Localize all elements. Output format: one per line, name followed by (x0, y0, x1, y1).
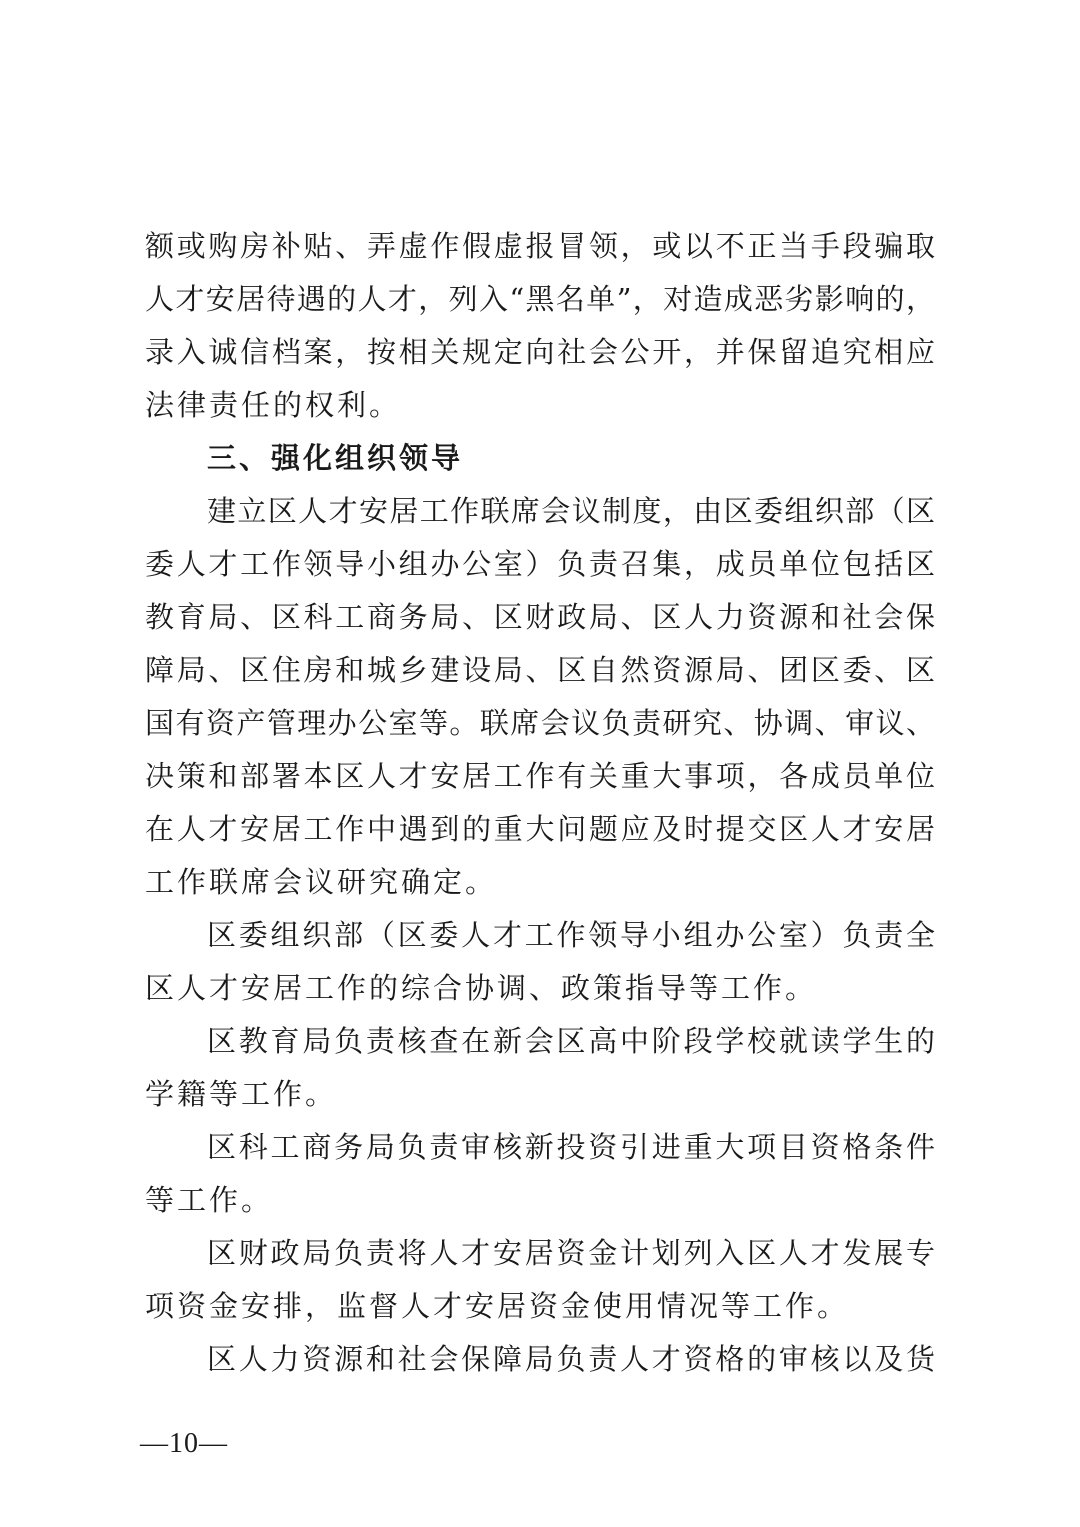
text-line: 学籍等工作。 (145, 1077, 338, 1111)
text-line: 区财政局负责将人才安居资金计划列入区人才发展专 (207, 1236, 935, 1270)
section-heading: 三、强化组织领导 (207, 441, 464, 475)
text-line: 人才安居待遇的人才，列入“黑名单”，对造成恶劣影响的， (145, 282, 935, 316)
text-line: 建立区人才安居工作联席会议制度，由区委组织部（区 (207, 494, 935, 528)
text-line: 区人才安居工作的综合协调、政策指导等工作。 (145, 971, 818, 1005)
text-line: 额或购房补贴、弄虚作假虚报冒领，或以不正当手段骗取 (145, 229, 935, 263)
text-line: 等工作。 (145, 1183, 274, 1217)
text-line: 在人才安居工作中遇到的重大问题应及时提交区人才安居 (145, 812, 935, 846)
text-line: 录入诚信档案，按相关规定向社会公开，并保留追究相应 (145, 335, 935, 369)
text-line: 障局、区住房和城乡建设局、区自然资源局、团区委、区 (145, 653, 935, 687)
text-line: 国有资产管理办公室等。联席会议负责研究、协调、审议、 (145, 706, 935, 740)
text-line: 区委组织部（区委人才工作领导小组办公室）负责全 (207, 918, 935, 952)
text-line: 委人才工作领导小组办公室）负责召集，成员单位包括区 (145, 547, 935, 581)
text-line: 教育局、区科工商务局、区财政局、区人力资源和社会保 (145, 600, 935, 634)
text-line: 工作联席会议研究确定。 (145, 865, 498, 899)
text-line: 决策和部署本区人才安居工作有关重大事项，各成员单位 (145, 759, 935, 793)
text-line: 法律责任的权利。 (145, 388, 402, 422)
page-number: —10— (140, 1428, 228, 1459)
text-line: 区教育局负责核查在新会区高中阶段学校就读学生的 (207, 1024, 935, 1058)
body-text (145, 220, 935, 1386)
text-line: 项资金安排，监督人才安居资金使用情况等工作。 (145, 1289, 850, 1323)
text-line: 区科工商务局负责审核新投资引进重大项目资格条件 (207, 1130, 935, 1164)
text-line: 区人力资源和社会保障局负责人才资格的审核以及货 (207, 1342, 935, 1376)
